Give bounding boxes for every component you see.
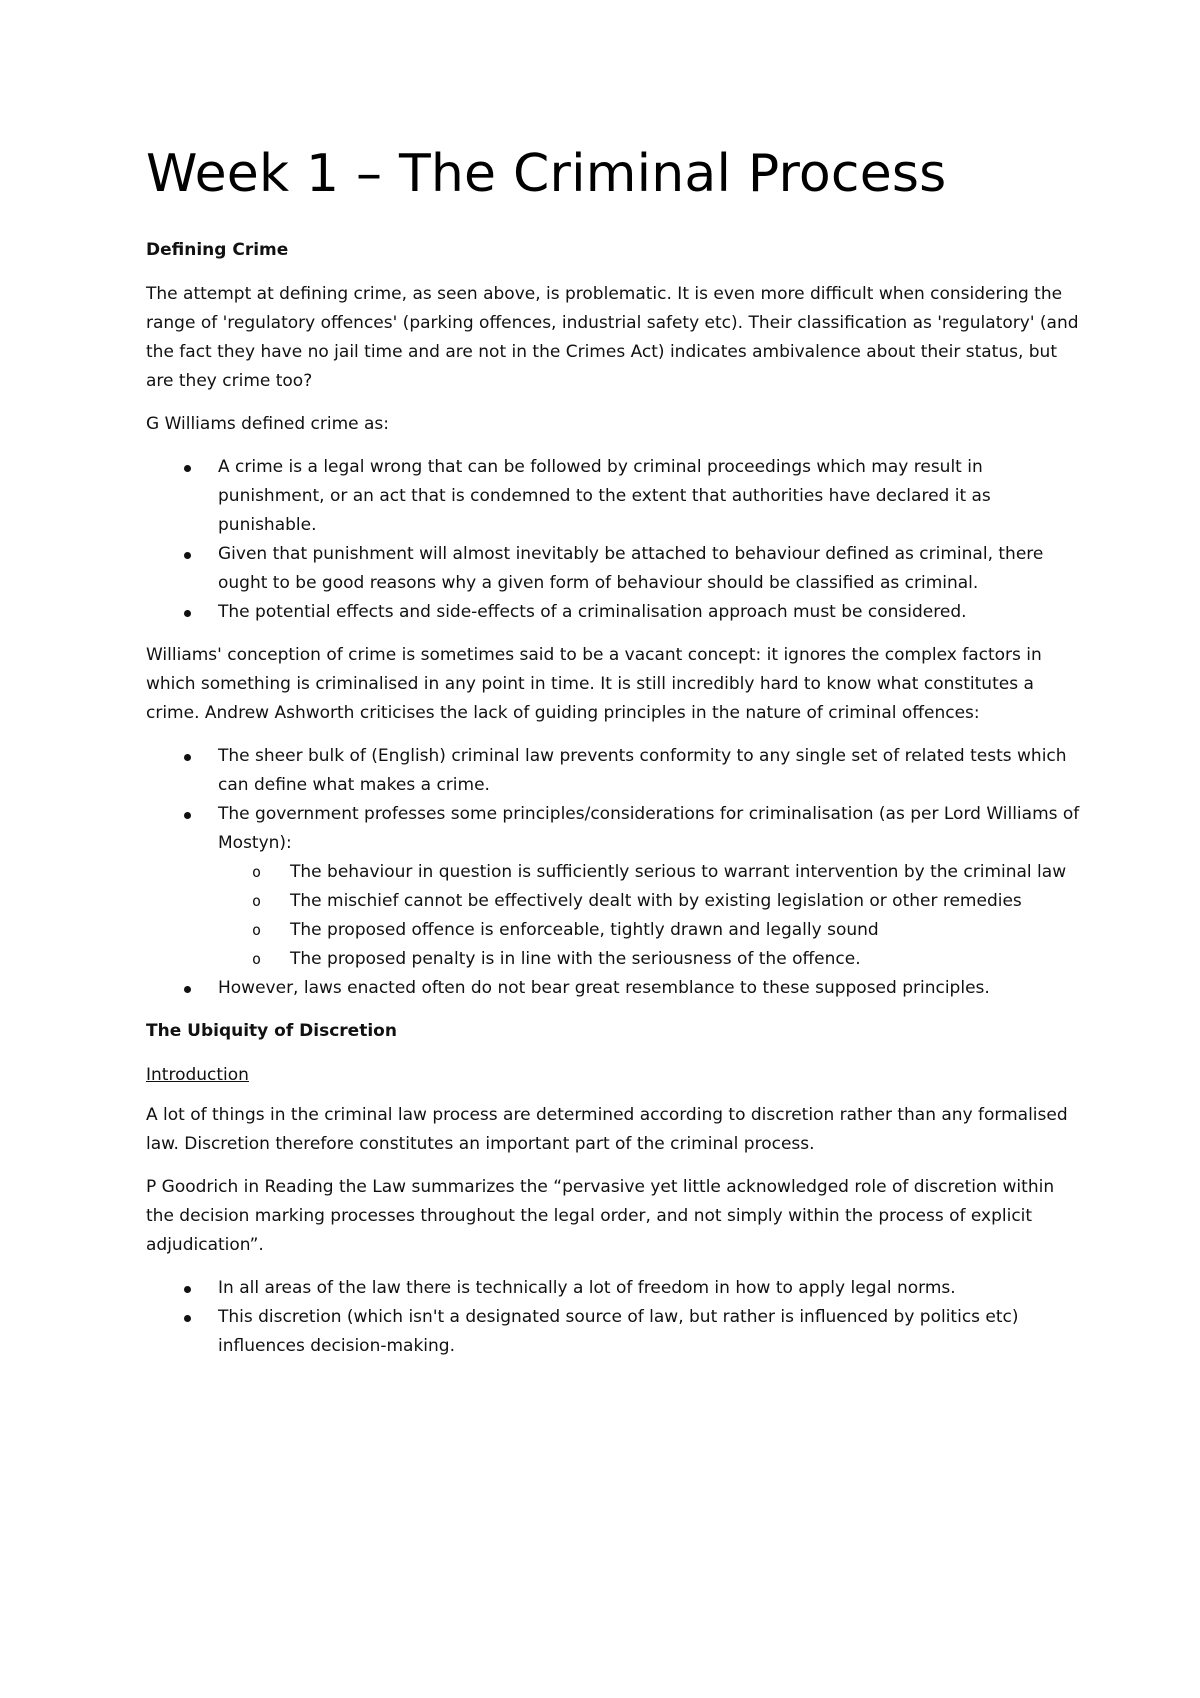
list-item	[146, 598, 1086, 627]
circle-bullet-icon: o	[252, 950, 262, 968]
list-item	[146, 1303, 1086, 1361]
list-item-text: This discretion (which isn't a designated source of law, but rather is influenced by politics etc) influences decision-making.	[218, 1307, 1019, 1356]
sub-list-item-text: The proposed offence is enforceable, tightly drawn and legally sound	[290, 920, 879, 940]
list-item-text: The potential effects and side-effects of a criminalisation approach must be considered.	[218, 602, 967, 622]
bullet-list	[146, 453, 1086, 627]
bullet-icon	[184, 465, 191, 472]
list-item-text: Given that punishment will almost inevitably be attached to behaviour defined as criminal, there ought to be good reasons why a given form of behaviour should be classified as criminal.	[218, 544, 1044, 593]
list-item-text: The sheer bulk of (English) criminal law prevents conformity to any single set of related tests which can define what makes a crime.	[218, 746, 1067, 795]
sub-list-item	[218, 916, 1086, 945]
sub-bullet-list	[218, 858, 1086, 974]
sub-list-item-text: The proposed penalty is in line with the seriousness of the offence.	[290, 949, 861, 969]
document-title: Week 1 – The Criminal Process	[146, 144, 947, 204]
bullet-icon	[184, 986, 191, 993]
paragraph: Williams' conception of crime is sometimes said to be a vacant concept: it ignores the complex factors in which something is criminalised in any point in time. It is still incredibly hard to know what constitutes a crime. Andrew Ashworth criticises the lack of guiding principles in the nature of criminal offences:	[146, 645, 1042, 723]
bullet-icon	[184, 610, 191, 617]
list-item	[146, 974, 1086, 1003]
list-item-text: The government professes some principles/considerations for criminalisation (as per Lord Williams of Mostyn):	[218, 804, 1080, 853]
list-item-text: However, laws enacted often do not bear great resemblance to these supposed principles.	[218, 978, 990, 998]
circle-bullet-icon: o	[252, 921, 262, 939]
sub-list-item	[218, 858, 1086, 887]
list-item	[146, 540, 1086, 598]
list-item	[146, 453, 1086, 540]
circle-bullet-icon: o	[252, 863, 262, 881]
section-heading-discretion: The Ubiquity of Discretion	[146, 1021, 397, 1041]
bullet-icon	[184, 754, 191, 761]
paragraph: A lot of things in the criminal law process are determined according to discretion rather than any formalised law. Discretion therefore constitutes an important part of the criminal process.	[146, 1105, 1068, 1154]
paragraph: G Williams defined crime as:	[146, 414, 390, 434]
bullet-icon	[184, 1315, 191, 1322]
bullet-list	[146, 742, 1086, 1003]
list-item-text: In all areas of the law there is technically a lot of freedom in how to apply legal norms.	[218, 1278, 956, 1298]
sub-list-item	[218, 887, 1086, 916]
document-content	[146, 142, 1086, 1375]
list-item	[146, 1274, 1086, 1303]
bullet-icon	[184, 552, 191, 559]
list-item-text: A crime is a legal wrong that can be followed by criminal proceedings which may result in punishment, or an act that is condemned to the extent that authorities have declared it as punishable.	[218, 457, 991, 535]
sub-list-item	[218, 945, 1086, 974]
sub-list-item-text: The behaviour in question is sufficiently serious to warrant intervention by the criminal law	[290, 862, 1067, 882]
list-item	[146, 800, 1086, 974]
subheading-introduction: Introduction	[146, 1065, 249, 1085]
bullet-icon	[184, 1286, 191, 1293]
paragraph: P Goodrich in Reading the Law summarizes the “pervasive yet little acknowledged role of discretion within the decision marking processes throughout the legal order, and not simply within the process of explicit adjudication”.	[146, 1177, 1055, 1255]
list-item	[146, 742, 1086, 800]
bullet-list	[146, 1274, 1086, 1361]
section-heading-defining-crime: Defining Crime	[146, 240, 289, 260]
circle-bullet-icon: o	[252, 892, 262, 910]
bullet-icon	[184, 812, 191, 819]
sub-list-item-text: The mischief cannot be effectively dealt with by existing legislation or other remedies	[290, 891, 1022, 911]
paragraph: The attempt at defining crime, as seen above, is problematic. It is even more difficult when considering the range of 'regulatory offences' (parking offences, industrial safety etc). Their classification as 'regulatory' (and the fact they have no jail time and are not in the Crimes Act) indicates ambivalence about their status, but are they crime too?	[146, 284, 1079, 391]
